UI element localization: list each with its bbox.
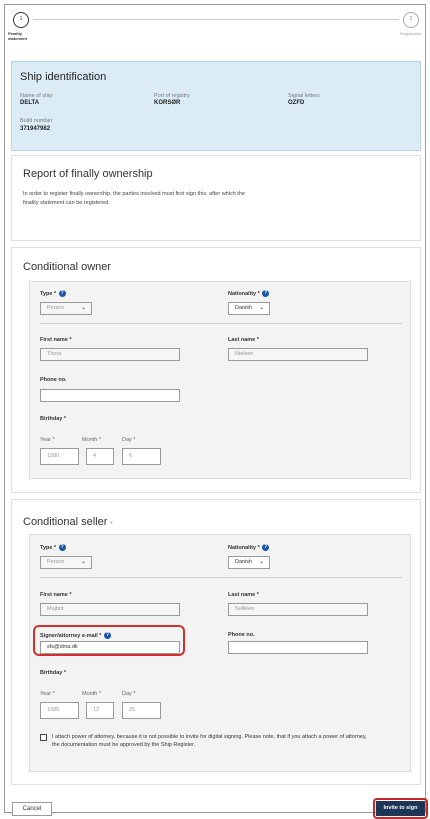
conditional-seller-title: Conditional seller • bbox=[23, 516, 113, 528]
chevron-down-icon: ⌄ bbox=[258, 305, 264, 311]
invite-to-sign-button[interactable]: Invite to sign bbox=[376, 801, 425, 816]
owner-month-input[interactable]: 4 bbox=[86, 448, 114, 465]
report-title: Report of finally ownership bbox=[23, 168, 153, 180]
step-1-label: Finality statement bbox=[8, 31, 27, 41]
seller-last-name-label: Last name * bbox=[228, 592, 259, 598]
owner-day-input[interactable]: 6 bbox=[122, 448, 161, 465]
chevron-down-icon: ⌄ bbox=[80, 305, 86, 311]
owner-nationality-select[interactable]: Danish ⌄ bbox=[228, 302, 270, 315]
owner-type-select[interactable]: Person ⌄ bbox=[40, 302, 92, 315]
seller-form-panel bbox=[29, 534, 411, 772]
owner-first-name-input[interactable]: Thora bbox=[40, 348, 180, 361]
seller-phone-input[interactable] bbox=[228, 641, 368, 654]
conditional-seller-section bbox=[11, 499, 421, 785]
seller-type-label: Type * ? bbox=[40, 544, 64, 551]
port-value: KORSØR bbox=[154, 100, 181, 106]
seller-email-label: Signer/attorney e-mail * ? bbox=[40, 632, 109, 639]
attorney-checkbox[interactable] bbox=[40, 734, 47, 741]
step-2-circle: 2 bbox=[403, 12, 419, 28]
report-intro-text: In order to register finally ownership, the parties involved must first sign this, after which the finality statement can be registered. bbox=[23, 191, 245, 206]
seller-month-label: Month * bbox=[82, 691, 101, 697]
owner-year-input[interactable]: 1980 bbox=[40, 448, 79, 465]
ship-name-value: DELTA bbox=[20, 100, 40, 106]
owner-nationality-label: Nationality * ? bbox=[228, 290, 268, 297]
owner-phone-input[interactable] bbox=[40, 389, 180, 402]
progress-stepper bbox=[5, 5, 425, 55]
owner-type-label: Type * ? bbox=[40, 290, 64, 297]
help-icon[interactable]: ? bbox=[60, 544, 64, 550]
help-icon[interactable]: ? bbox=[264, 290, 268, 296]
attorney-checkbox-text: I attach power of attorney, because it is not possible to invite for digital signing. Please note, that if you attach a power of attorney, the documentation must be approved by the Ship Register. bbox=[52, 734, 367, 748]
seller-year-label: Year * bbox=[40, 691, 55, 697]
divider bbox=[40, 323, 402, 324]
ship-name-label: Name of ship bbox=[20, 93, 53, 99]
required-mark: • bbox=[110, 521, 113, 527]
seller-day-input[interactable]: 25 bbox=[122, 702, 161, 719]
app-frame bbox=[4, 4, 426, 813]
help-icon[interactable]: ? bbox=[105, 632, 109, 638]
cancel-button[interactable]: Cancel bbox=[12, 802, 52, 816]
report-section bbox=[11, 155, 421, 241]
signal-label: Signal letters bbox=[288, 93, 320, 99]
seller-day-label: Day * bbox=[122, 691, 136, 697]
seller-type-select[interactable]: Person ⌄ bbox=[40, 556, 92, 569]
owner-day-label: Day * bbox=[122, 437, 136, 443]
seller-month-input[interactable]: 12 bbox=[86, 702, 114, 719]
help-icon[interactable]: ? bbox=[264, 544, 268, 550]
chevron-down-icon: ⌄ bbox=[80, 559, 86, 565]
signal-value: OZFD bbox=[288, 100, 305, 106]
ship-identification-card bbox=[11, 61, 421, 151]
seller-first-name-input[interactable]: Majbrit bbox=[40, 603, 180, 616]
chevron-down-icon: ⌄ bbox=[258, 559, 264, 565]
help-icon[interactable]: ? bbox=[60, 290, 64, 296]
seller-nationality-select[interactable]: Danish ⌄ bbox=[228, 556, 270, 569]
owner-first-name-label: First name * bbox=[40, 337, 72, 343]
owner-phone-label: Phone no. bbox=[40, 377, 67, 383]
conditional-owner-title: Conditional owner bbox=[23, 261, 112, 273]
seller-year-input[interactable]: 1985 bbox=[40, 702, 79, 719]
seller-birthday-label: Birthday * bbox=[40, 670, 66, 676]
stepper-line bbox=[33, 19, 399, 20]
owner-last-name-input[interactable]: Nielsen bbox=[228, 348, 368, 361]
seller-nationality-label: Nationality * ? bbox=[228, 544, 268, 551]
conditional-owner-section bbox=[11, 247, 421, 493]
seller-email-input[interactable]: sfs@dma.dk bbox=[40, 641, 180, 654]
seller-last-name-input[interactable]: Selliken bbox=[228, 603, 368, 616]
seller-first-name-label: First name * bbox=[40, 592, 72, 598]
step-2-label: Registration bbox=[400, 31, 422, 36]
seller-phone-label: Phone no. bbox=[228, 632, 255, 638]
owner-year-label: Year * bbox=[40, 437, 55, 443]
port-label: Port of registry bbox=[154, 93, 190, 99]
step-1-circle: 1 bbox=[13, 12, 29, 28]
owner-last-name-label: Last name * bbox=[228, 337, 259, 343]
build-number-label: Build number bbox=[20, 118, 53, 124]
owner-month-label: Month * bbox=[82, 437, 101, 443]
owner-birthday-label: Birthday * bbox=[40, 416, 66, 422]
divider bbox=[40, 577, 402, 578]
build-number-value: 371947982 bbox=[20, 126, 51, 132]
owner-form-panel bbox=[29, 281, 411, 479]
ship-identification-title: Ship identification bbox=[20, 71, 107, 83]
